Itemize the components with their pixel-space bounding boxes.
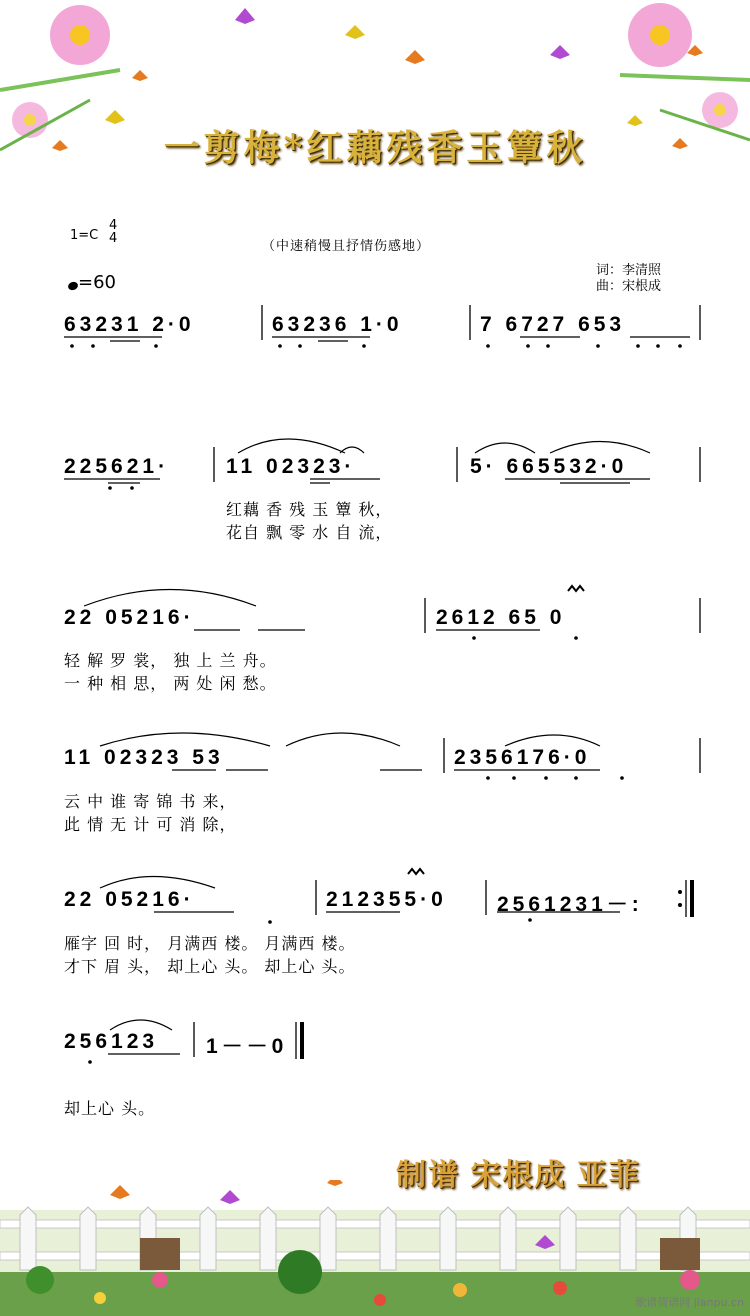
line-1-measure-2: 63236 1·0 (272, 313, 403, 336)
lyricist-credit: 词：李清照 (596, 263, 662, 278)
line-5-lyric-verse-2: 才下 眉 头， 却上心 头。 却上心 头。 (64, 957, 356, 976)
line-3-measure-1: 22 05216· (64, 606, 195, 629)
line-2-measure-3: 5· 665532·0 (470, 455, 628, 478)
time-signature-top: 4 (109, 218, 118, 233)
slurs (84, 439, 650, 1030)
line-5-measure-1: 22 05216· (64, 888, 195, 911)
line-4-measure-2: 2356176·0 (454, 746, 591, 769)
line-2-measure-1: 225621· (64, 455, 170, 478)
line-6-lyric-verse-1: 却上心 头。 (64, 1099, 156, 1118)
line-2-measure-2: 11 02323· (226, 455, 356, 478)
line-5-measure-2: 212355·0 (326, 888, 447, 911)
song-title: 一剪梅*红藕残香玉簟秋 (163, 127, 587, 169)
line-6-measure-2: 1－－0 (206, 1035, 288, 1058)
line-3-lyric-verse-2: 一 种 相 思， 两 处 闲 愁。 (64, 674, 277, 693)
line-3-lyric-verse-1: 轻 解 罗 裳， 独 上 兰 舟。 (64, 651, 277, 670)
double-barlines (296, 880, 694, 1059)
score-credits: 制谱 宋根成 亚菲 (396, 1159, 641, 1192)
watermark: 歌谱简谱网 jianpu.cn (635, 1296, 744, 1309)
line-2-lyric-verse-2: 花自 飘 零 水 自 流， (226, 523, 393, 542)
octave-dots (70, 344, 682, 1064)
trill-ornaments (408, 586, 584, 874)
line-3-measure-2: 2612 65 0 (436, 606, 566, 629)
line-2-lyric-verse-1: 红藕 香 残 玉 簟 秋， (226, 500, 393, 519)
expression-marking: （中速稍慢且抒情伤感地） (262, 239, 431, 254)
line-1-measure-3: 7 6727 653 (480, 313, 626, 336)
line-4-lyric-verse-1: 云 中 谁 寄 锦 书 来， (64, 792, 237, 811)
line-4-measure-1: 11 02323 53 (64, 746, 224, 769)
barlines (194, 305, 700, 1057)
time-signature-bottom: 4 (109, 231, 118, 246)
key-signature: 1=C (70, 228, 99, 243)
line-5-measure-3: 2561231－: (497, 893, 643, 916)
line-5-lyric-verse-1: 雁字 回 时， 月满西 楼。 月满西 楼。 (64, 934, 356, 953)
line-1-measure-1: 63231 2·0 (64, 313, 195, 336)
line-6-measure-1: 256123 (64, 1030, 159, 1053)
beam-underlines (64, 337, 690, 1054)
tempo-value: =60 (78, 272, 116, 293)
line-4-lyric-verse-2: 此 情 无 计 可 消 除， (64, 815, 237, 834)
composer-credit: 曲：宋根成 (596, 279, 662, 294)
